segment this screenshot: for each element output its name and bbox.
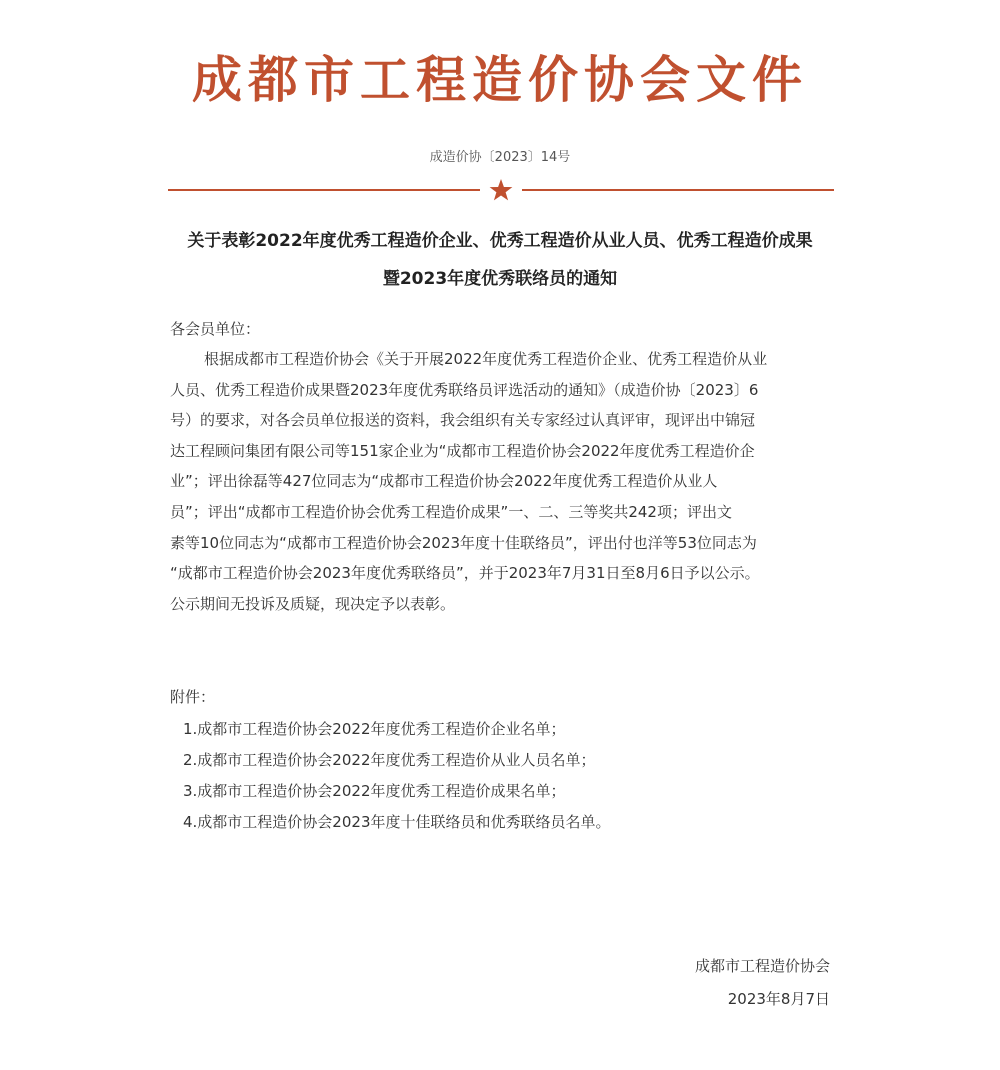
signature-organization: 成都市工程造价协会 (694, 957, 830, 975)
divider-line-right (522, 189, 834, 191)
body-line: 号）的要求，对各会员单位报送的资料，我会组织有关专家经过认真评审，现评出中锦冠 (170, 411, 756, 430)
notice-title (140, 222, 860, 298)
body-line: 达工程顾问集团有限公司等151家企业为“成都市工程造价协会2022年度优秀工程造价企 (170, 441, 755, 460)
title-line: 暨2023年度优秀联络员的通知 (382, 269, 618, 289)
attachment-item: 4.成都市工程造价协会2023年度十佳联络员和优秀联络员名单。 (183, 813, 611, 831)
body-line: 人员、优秀工程造价成果暨2023年度优秀联络员评选活动的通知》（成造价协〔2023〕6 (170, 380, 759, 399)
title-line: 关于表彰2022年度优秀工程造价企业、优秀工程造价从业人员、优秀工程造价成果 (187, 231, 813, 251)
attachments-label: 附件： (170, 688, 216, 706)
attachment-item: 3.成都市工程造价协会2022年度优秀工程造价成果名单； (183, 782, 566, 800)
document-number: 成造价协〔2023〕14号 (429, 150, 571, 165)
attachment-item: 2.成都市工程造价协会2022年度优秀工程造价从业人员名单； (183, 751, 596, 769)
body-line: 业”；评出徐磊等427位同志为“成都市工程造价协会2022年度优秀工程造价从业人 (170, 472, 718, 491)
body-line: 根据成都市工程造价协会《关于开展2022年度优秀工程造价企业、优秀工程造价从业 (204, 350, 768, 368)
body-line: 素等10位同志为“成都市工程造价协会2023年度十佳联络员”，评出付也洋等53位同志为 (170, 533, 757, 552)
body-line: 公示期间无投诉及质疑，现决定予以表彰。 (170, 594, 456, 613)
document-masthead: 成都市工程造价协会文件 (192, 50, 808, 109)
body-line: 员”；评出“成都市工程造价协会优秀工程造价成果”一、二、三等奖共242项；评出文 (170, 502, 732, 521)
divider-line-left (168, 189, 480, 191)
header-divider (168, 178, 834, 202)
attachment-item: 1.成都市工程造价协会2022年度优秀工程造价企业名单； (183, 720, 566, 738)
star-icon (487, 178, 515, 202)
body-line: “成都市工程造价协会2023年度优秀联络员”，并于2023年7月31日至8月6日予以公示。 (170, 564, 760, 583)
signature-date: 2023年8月7日 (727, 990, 830, 1008)
body-paragraph (170, 344, 850, 619)
attachments-list (183, 714, 611, 838)
salutation: 各会员单位： (170, 320, 261, 338)
